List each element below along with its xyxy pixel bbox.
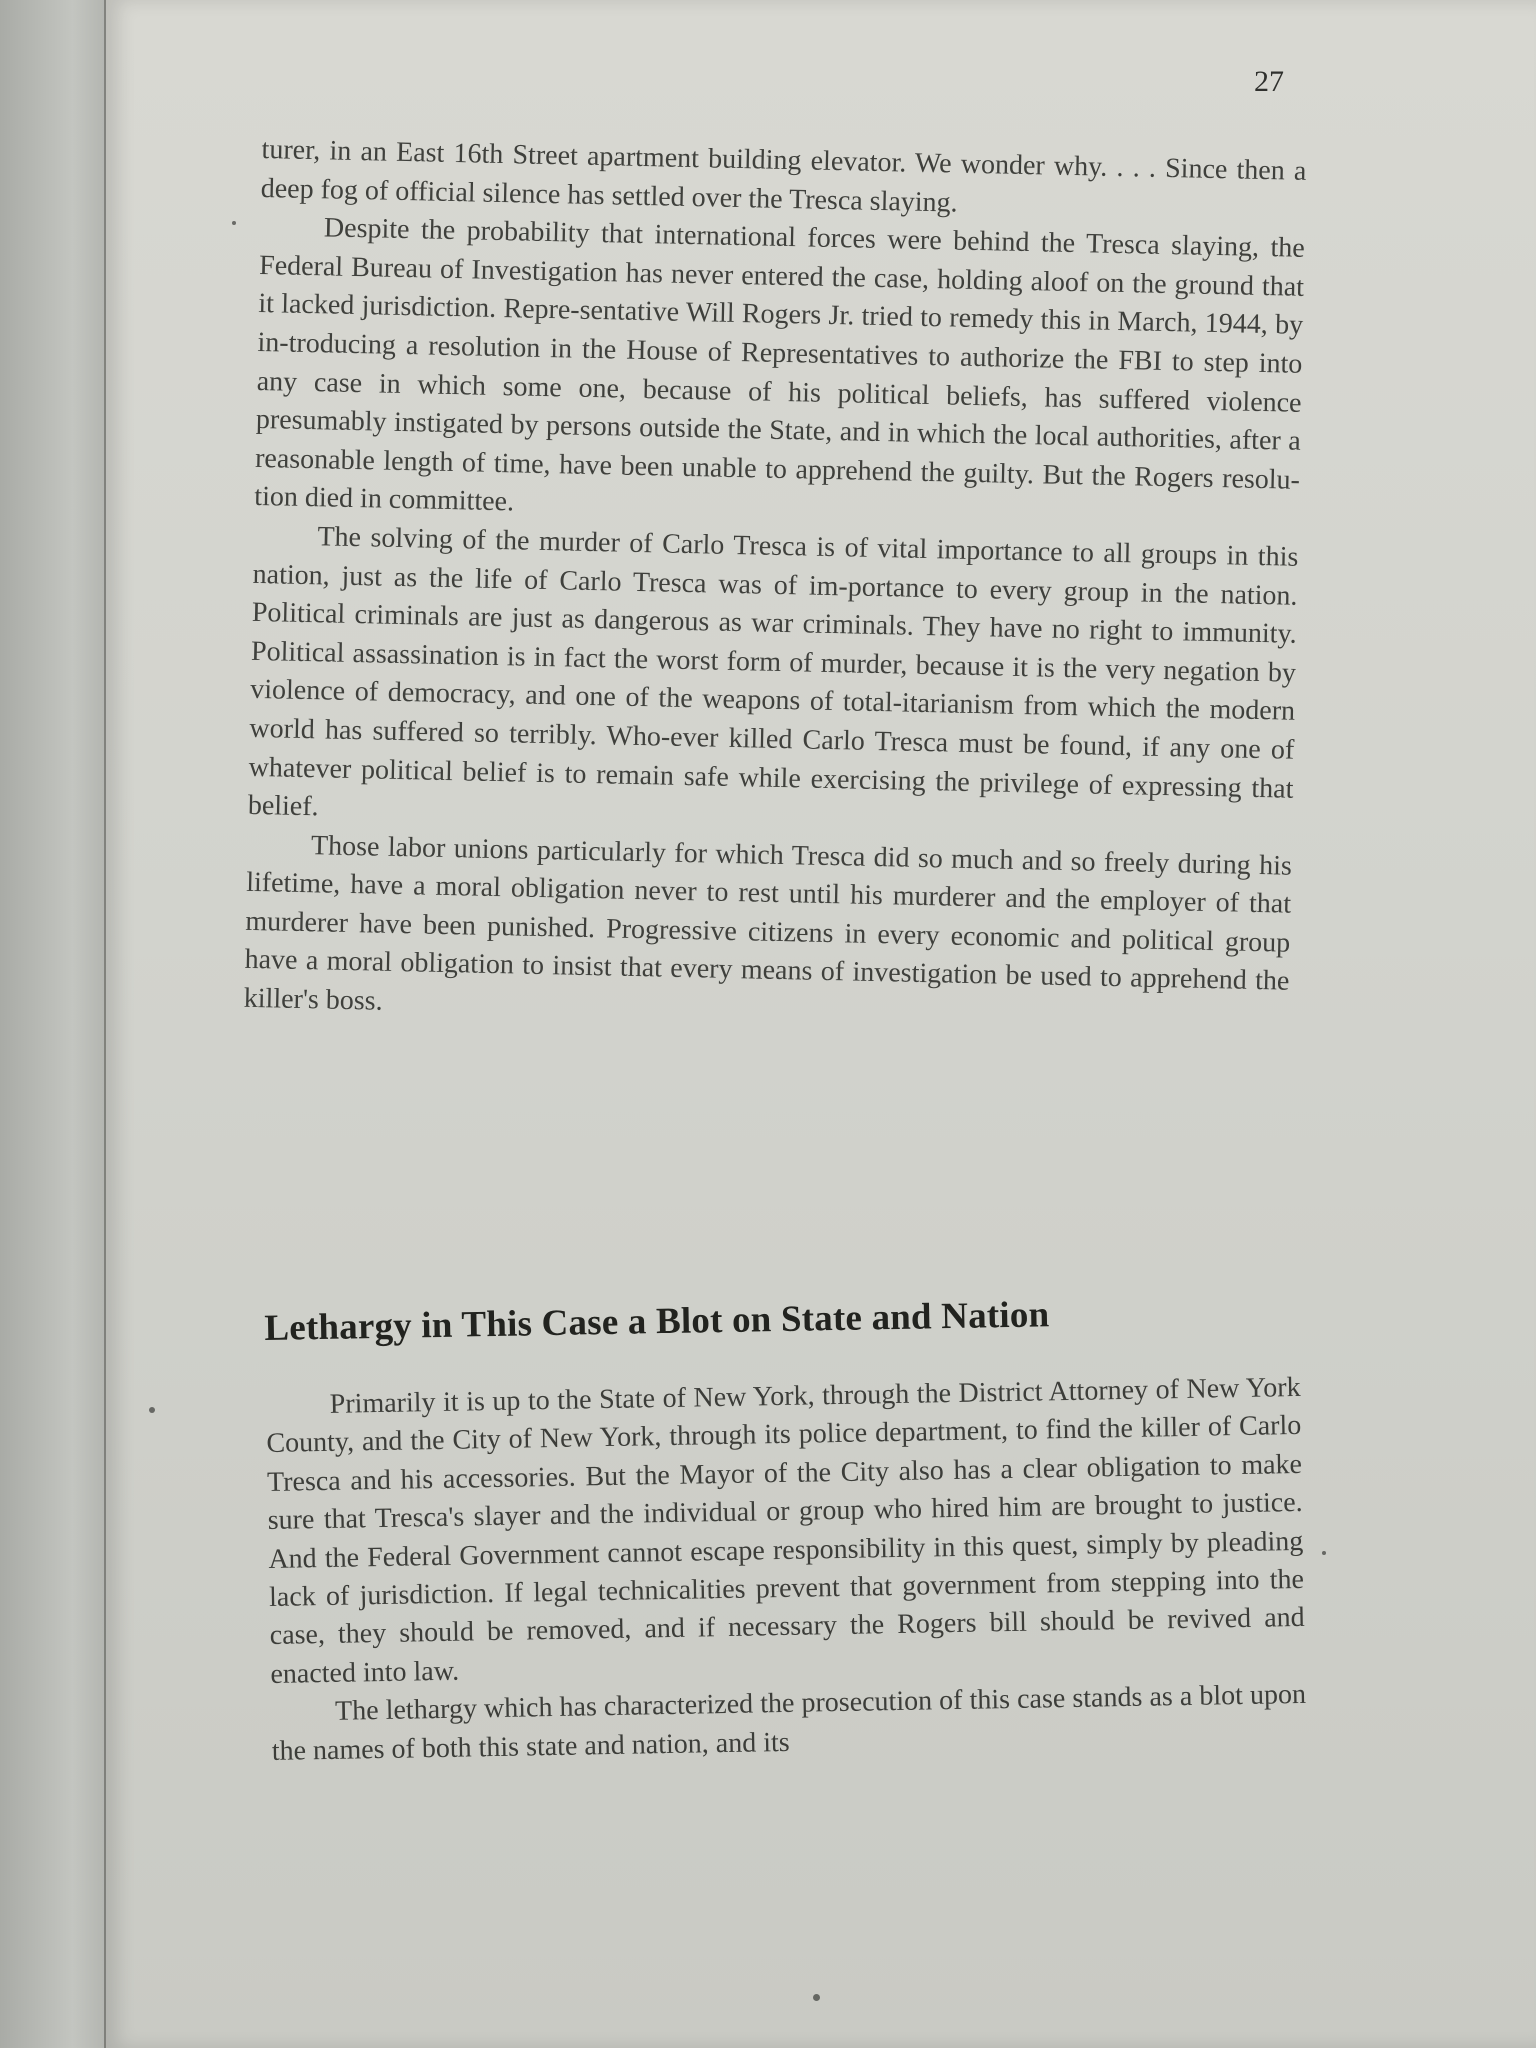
paper-speck [813,1994,820,2001]
paper-speck [149,1407,155,1413]
section-paragraph-2: The lethargy which has characterized the prosecution of this case stands as a blot upon the names of both this state and nation, and its [271,1679,1307,1767]
paper-speck [232,221,236,225]
paragraph-2: Despite the probability that international forces were behind the Tresca slaying, the Federal Bureau of Investigation has never entered the case, holding aloof on the ground that it lacked jurisdiction. Repre-sentative Will Rogers Jr. tried to remedy this in March, 1944, by in-troducing a resolution in the House of Representatives to authorize the FBI to step into any case in which some one, because of his political beliefs, has suffered violence presumably instigated by persons outside the State, and in which the local authorities, after a reasonable length of time, have been unable to apprehend the guilty. But the Rogers resolu-tion died in committee. [254,212,1306,518]
paragraph-1: turer, in an East 16th Street apartment building elevator. We wonder why. . . . Since then a deep fog of official silence has settled over the Tresca slaying. [260,133,1307,219]
paragraph-4: Those labor unions particularly for which Tresca did so much and so freely during his lifetime, have a moral obligation never to rest until his murderer and the employer of that murderer have been punished. Progressive citizens in every economic and political group have a moral obligation to insist that every means of investigation be used to apprehend the killer's boss. [243,829,1293,1017]
page-number: 27 [1254,65,1284,98]
upper-text-block [243,131,1306,1040]
lower-section [264,1287,1307,1771]
paragraph-3: The solving of the murder of Carlo Tresca is of vital importance to all groups in this nation, just as the life of Carlo Tresca was of im-portance to every group in the nation. Political criminals are just as dangerous as war criminals. They have no right to immunity. Political assassination is in fact the worst form of murder, because it is the very negation by violence of democracy, and one of the weapons of total-itarianism from which the modern world has suffered so terribly. Who-ever killed Carlo Tresca must be found, if any one of whatever political belief is to remain safe while exercising the privilege of expressing that belief. [247,521,1299,823]
paper-speck [1322,1551,1326,1555]
page-gutter [104,0,106,2048]
section-heading: Lethargy in This Case a Blot on State and Nation [264,1294,1050,1349]
previous-page-edge [0,0,104,2048]
section-paragraph-1: Primarily it is up to the State of New York, through the District Attorney of New York County, and the City of New York, through its police department, to find the killer of Carlo Tresca and his accessories. But the Mayor of the City also has a clear obligation to make sure that Tresca's slayer and the individual or group who hired him are brought to justice. And the Federal Government cannot escape responsibility in this quest, simply by pleading lack of jurisdiction. If legal technicalities prevent that government from stepping into the case, they should be removed, and if necessary the Rogers bill should be revived and enacted into law. [266,1371,1305,1690]
section-body [265,1369,1307,1771]
